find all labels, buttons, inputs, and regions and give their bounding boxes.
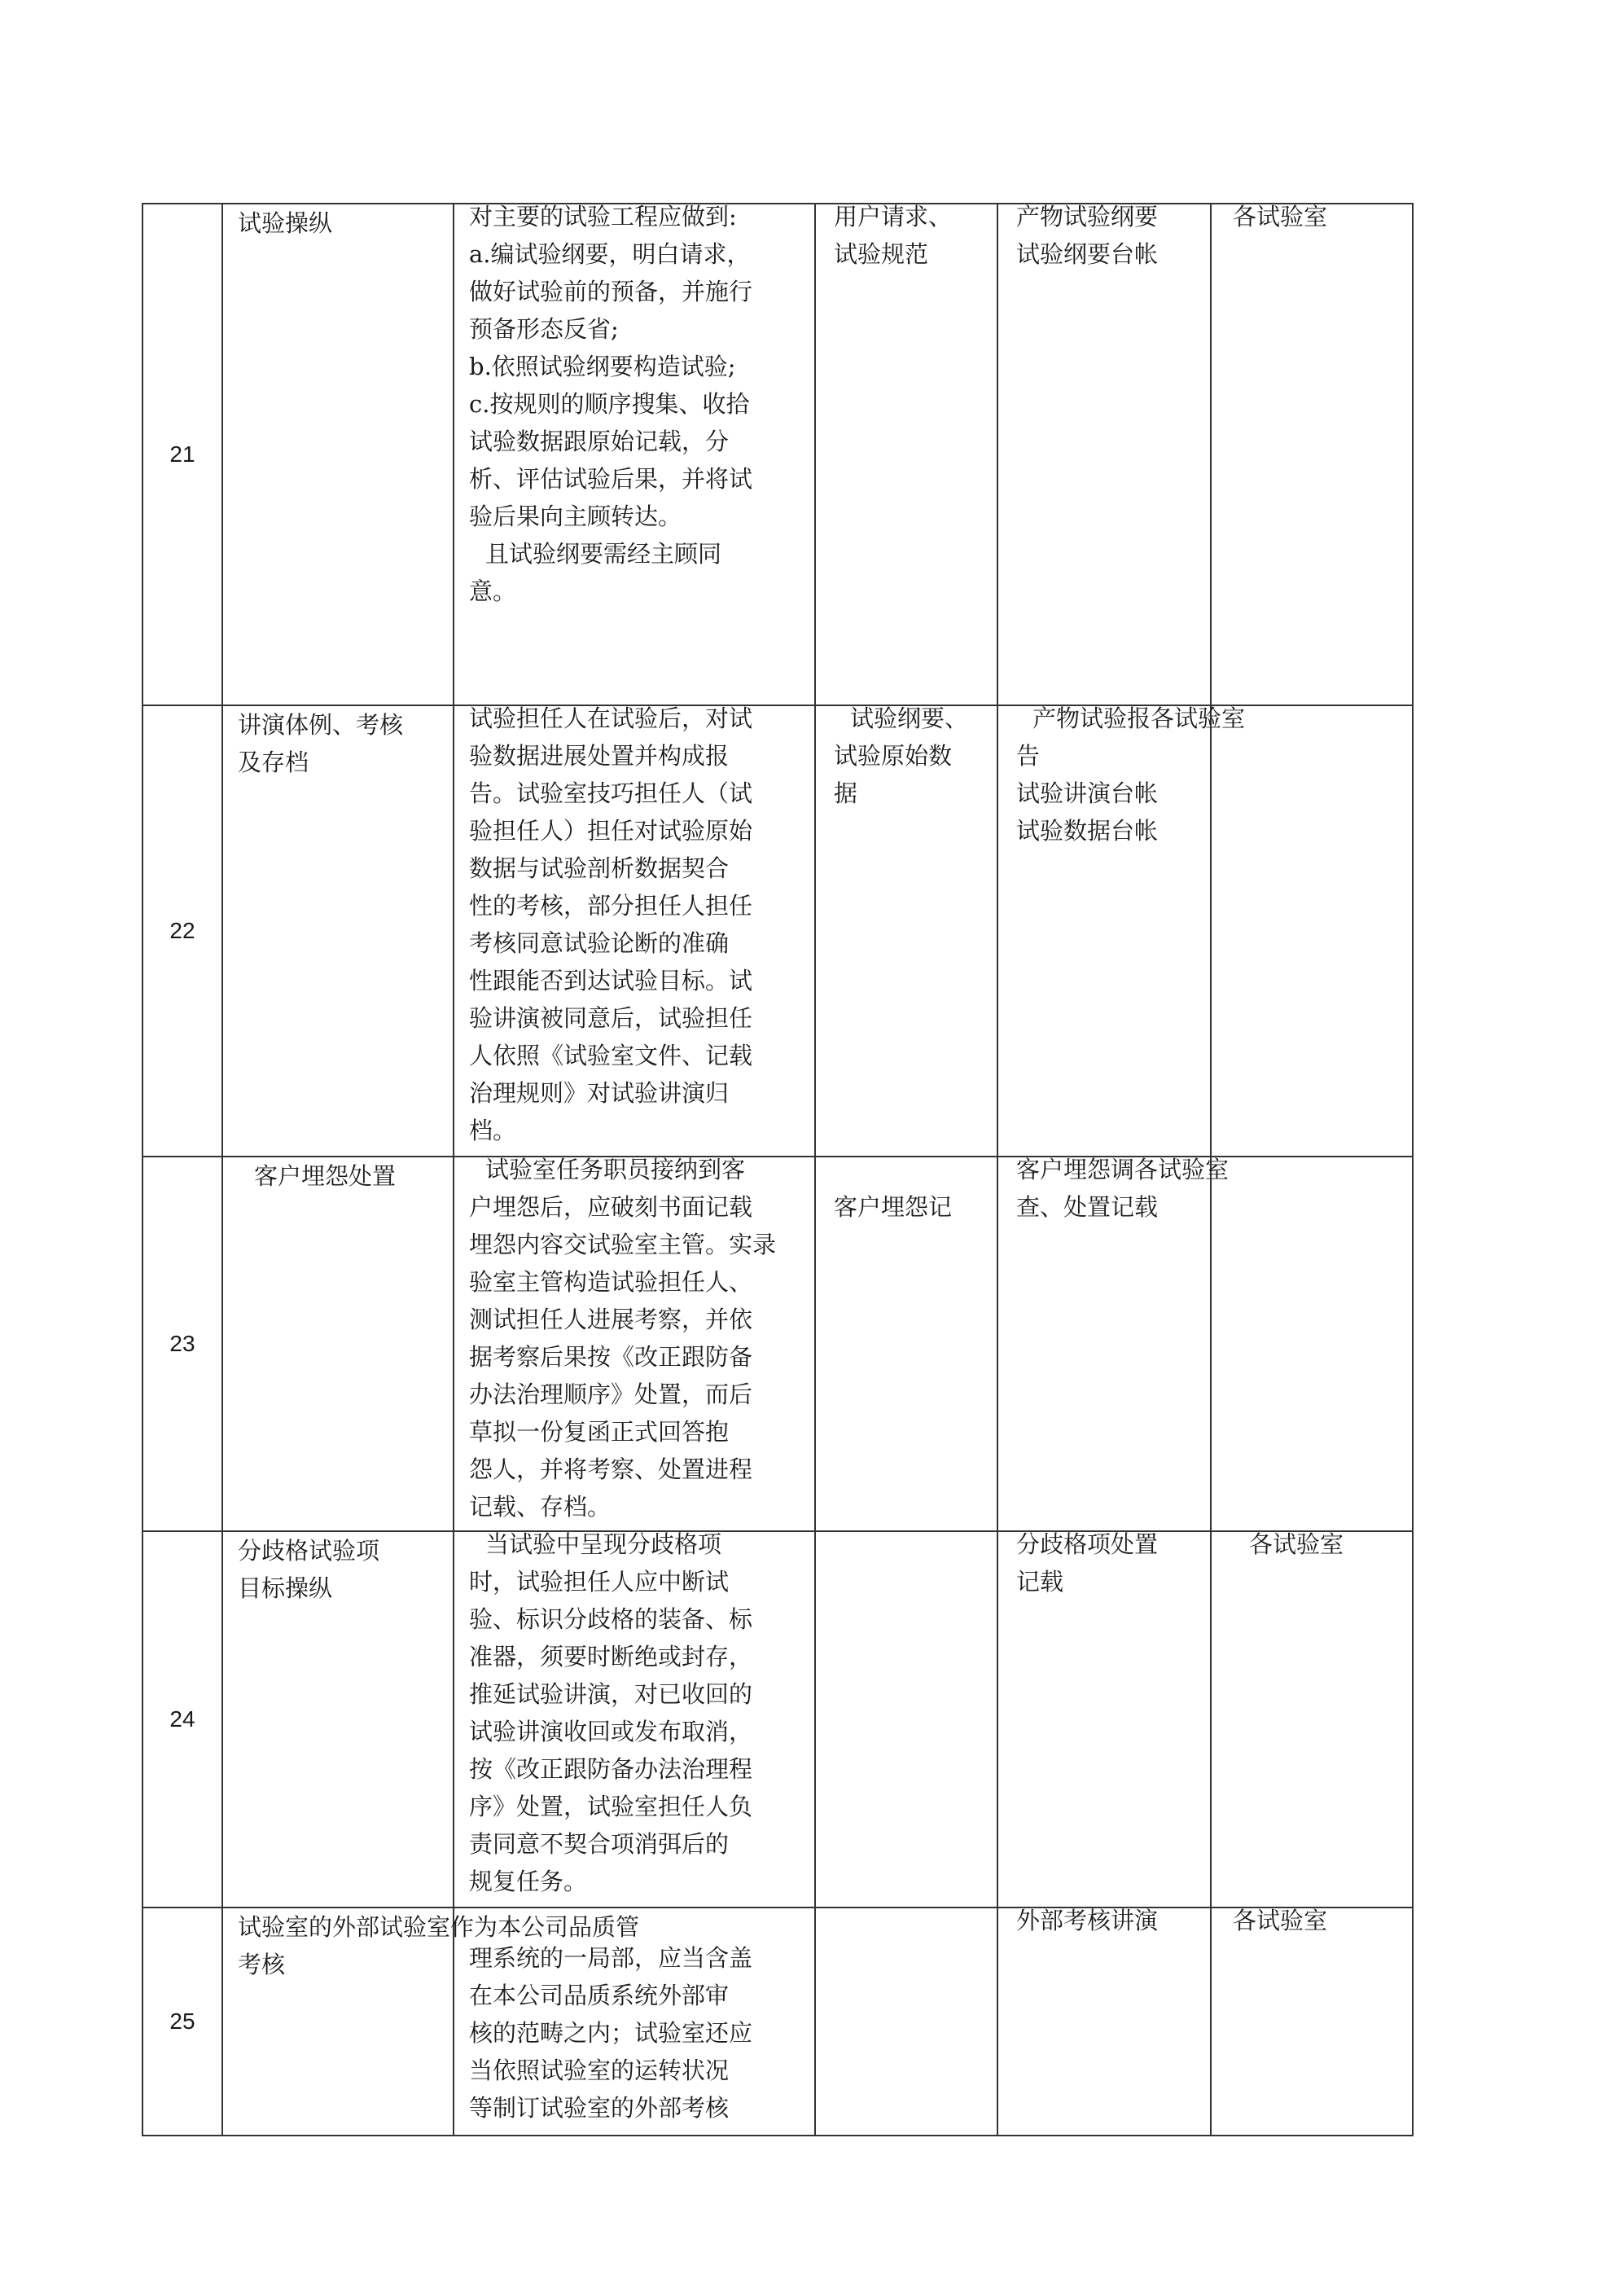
requirements-line: 数据与试验剖析数据契合 bbox=[469, 854, 730, 882]
requirements-line: 按《改正跟防备办法治理程 bbox=[469, 1755, 753, 1783]
requirements-line: 规复任务。 bbox=[469, 1868, 588, 1895]
item-line: 客户埋怨处置 bbox=[254, 1162, 397, 1190]
requirements-line: 考核同意试验论断的准确 bbox=[469, 929, 730, 957]
requirements-line: 记载、存档。 bbox=[469, 1493, 612, 1521]
requirements-line: 档。 bbox=[469, 1117, 517, 1144]
item-line: 讲演体例、考核 bbox=[238, 711, 404, 739]
requirements-line: 等制订试验室的外部考核 bbox=[469, 2094, 730, 2122]
cell-item bbox=[222, 1531, 454, 1907]
cell-requirements bbox=[454, 204, 815, 705]
requirements-line: 在本公司品质系统外部审 bbox=[469, 1982, 730, 2009]
cell-requirements bbox=[454, 1157, 815, 1531]
requirements-line: 户埋怨后，应破刻书面记载 bbox=[469, 1193, 753, 1221]
inputs-line bbox=[834, 1526, 997, 1563]
outputs-line: 外部考核讲演 bbox=[1016, 1907, 1159, 1934]
requirements-line: 草拟一份复函正式回答抱 bbox=[469, 1418, 730, 1446]
cell-inputs bbox=[815, 705, 997, 1157]
item-line: 试验室的外部试验室作为本公司品质管 bbox=[238, 1913, 640, 1941]
requirements-line: 当依照试验室的运转状况 bbox=[469, 2057, 730, 2084]
requirements-line bbox=[469, 1902, 814, 1939]
requirements-line: 预备形态反省; bbox=[469, 315, 619, 343]
requirements-line: 且试验纲要需经主顾同 bbox=[485, 540, 722, 568]
requirements-line: 验室主管构造试验担任人、 bbox=[469, 1268, 753, 1296]
requirements-line: 序》处置，试验室担任人负 bbox=[469, 1793, 753, 1820]
inputs-line: 试验规范 bbox=[834, 240, 929, 268]
requirements-line: 怨人，并将考察、处置进程 bbox=[469, 1455, 753, 1483]
cell-dept bbox=[1211, 1907, 1413, 2136]
requirements-line: 验担任人）担任对试验原始 bbox=[469, 817, 753, 845]
requirements-line: 埋怨内容交试验室主管。实录 bbox=[469, 1231, 777, 1258]
cell-item bbox=[222, 204, 454, 705]
outputs-line: 告 bbox=[1016, 742, 1041, 770]
cell-requirements bbox=[454, 1907, 815, 2136]
outputs-line: 产物试验纲要 bbox=[1016, 203, 1159, 230]
cell-outputs bbox=[997, 1531, 1211, 1907]
requirements-line: 准器，须要时断绝或封存， bbox=[469, 1643, 753, 1670]
requirements-line: 做好试验前的预备，并施行 bbox=[469, 278, 753, 305]
requirements-line: 告。试验室技巧担任人（试 bbox=[469, 779, 753, 807]
item-line: 及存档 bbox=[238, 749, 309, 776]
table-row bbox=[142, 1157, 1413, 1531]
outputs-line: 查、处置记载 bbox=[1016, 1193, 1159, 1221]
item-line: 分歧格试验项 bbox=[238, 1537, 380, 1565]
inputs-line bbox=[834, 1151, 997, 1188]
requirements-line: 性跟能否到达试验目标。试 bbox=[469, 967, 753, 994]
row-number: 22 bbox=[142, 705, 222, 1157]
inputs-line: 用户请求、 bbox=[834, 203, 953, 230]
item-line: 考核 bbox=[238, 1951, 286, 1978]
table-row bbox=[142, 705, 1413, 1157]
dept-line: 各试验室 bbox=[1233, 203, 1328, 230]
row-number: 24 bbox=[142, 1531, 222, 1907]
requirements-line: 办法治理顺序》处置，而后 bbox=[469, 1381, 753, 1408]
requirements-line: c.按规则的顺序搜集、收拾 bbox=[469, 390, 750, 418]
table-row bbox=[142, 204, 1413, 705]
inputs-line: 试验原始数 bbox=[834, 742, 953, 770]
cell-item bbox=[222, 1157, 454, 1531]
outputs-line: 客户埋怨调各试验室 bbox=[1016, 1156, 1230, 1183]
requirements-line: 验讲演被同意后，试验担任 bbox=[469, 1004, 753, 1032]
inputs-line: 客户埋怨记 bbox=[834, 1193, 953, 1221]
inputs-line: 试验纲要、 bbox=[850, 705, 969, 732]
dept-line bbox=[1233, 700, 1412, 737]
inputs-line: 据 bbox=[834, 779, 858, 807]
cell-outputs bbox=[997, 204, 1211, 705]
outputs-line: 产物试验报各试验室 bbox=[1032, 705, 1246, 732]
requirements-line: b.依照试验纲要构造试验; bbox=[469, 353, 736, 380]
cell-requirements bbox=[454, 705, 815, 1157]
process-table bbox=[142, 203, 1414, 2136]
requirements-line: 验数据进展处置并构成报 bbox=[469, 742, 730, 770]
requirements-line: 试验讲演收回或发布取消， bbox=[469, 1718, 753, 1745]
requirements-line: 试验数据跟原始记载，分 bbox=[469, 428, 730, 455]
row-number: 21 bbox=[142, 204, 222, 705]
cell-dept bbox=[1211, 1157, 1413, 1531]
requirements-line: 理系统的一局部，应当含盖 bbox=[469, 1944, 753, 1972]
cell-inputs bbox=[815, 204, 997, 705]
requirements-line: 测试担任人进展考察，并依 bbox=[469, 1306, 753, 1333]
cell-outputs bbox=[997, 1907, 1211, 2136]
requirements-line: 性的考核，部分担任人担任 bbox=[469, 892, 753, 920]
cell-outputs bbox=[997, 1156, 1230, 1531]
dept-line bbox=[1233, 1151, 1412, 1188]
dept-line: 各试验室 bbox=[1249, 1530, 1344, 1558]
outputs-line: 分歧格项处置 bbox=[1016, 1530, 1159, 1558]
requirements-line: 意。 bbox=[469, 577, 517, 605]
cell-outputs bbox=[997, 705, 1246, 1157]
row-number: 23 bbox=[142, 1157, 222, 1531]
requirements-line: 人依照《试验室文件、记载 bbox=[469, 1042, 753, 1069]
dept-line: 各试验室 bbox=[1233, 1907, 1328, 1934]
requirements-line: 析、评估试验后果，并将试 bbox=[469, 465, 753, 493]
item-line: 试验操纵 bbox=[238, 209, 333, 237]
cell-inputs bbox=[815, 1531, 997, 1907]
cell-dept bbox=[1211, 1531, 1413, 1907]
outputs-line: 试验讲演台帐 bbox=[1016, 779, 1159, 807]
requirements-line: 验后果向主顾转达。 bbox=[469, 503, 682, 530]
requirements-line: 验、标识分歧格的装备、标 bbox=[469, 1605, 753, 1633]
cell-dept bbox=[1211, 204, 1413, 705]
cell-requirements bbox=[454, 1531, 815, 1907]
outputs-line: 试验数据台帐 bbox=[1016, 817, 1159, 845]
cell-inputs bbox=[815, 1907, 997, 2136]
cell-item bbox=[222, 705, 454, 1157]
table-row bbox=[142, 1907, 1413, 2136]
inputs-line bbox=[834, 1902, 997, 1939]
cell-dept bbox=[1211, 705, 1413, 1157]
requirements-line: 试验担任人在试验后，对试 bbox=[469, 705, 753, 732]
requirements-line: 对主要的试验工程应做到: bbox=[469, 203, 737, 230]
table-row bbox=[142, 1531, 1413, 1907]
requirements-line: 试验室任务职员接纳到客 bbox=[485, 1156, 746, 1183]
requirements-line: a.编试验纲要，明白请求， bbox=[469, 240, 751, 268]
outputs-line: 记载 bbox=[1016, 1568, 1064, 1596]
requirements-line: 时，试验担任人应中断试 bbox=[469, 1568, 730, 1596]
row-number: 25 bbox=[142, 1907, 222, 2136]
requirements-line: 推延试验讲演，对已收回的 bbox=[469, 1680, 753, 1708]
cell-inputs bbox=[815, 1157, 997, 1531]
item-line: 目标操纵 bbox=[238, 1574, 333, 1602]
requirements-line: 责同意不契合项消弭后的 bbox=[469, 1830, 730, 1858]
requirements-line: 当试验中呈现分歧格项 bbox=[485, 1530, 722, 1558]
requirements-line: 据考察后果按《改正跟防备 bbox=[469, 1343, 753, 1371]
outputs-line: 试验纲要台帐 bbox=[1016, 240, 1159, 268]
requirements-line: 治理规则》对试验讲演归 bbox=[469, 1079, 730, 1107]
requirements-line: 核的范畴之内；试验室还应 bbox=[469, 2019, 753, 2047]
